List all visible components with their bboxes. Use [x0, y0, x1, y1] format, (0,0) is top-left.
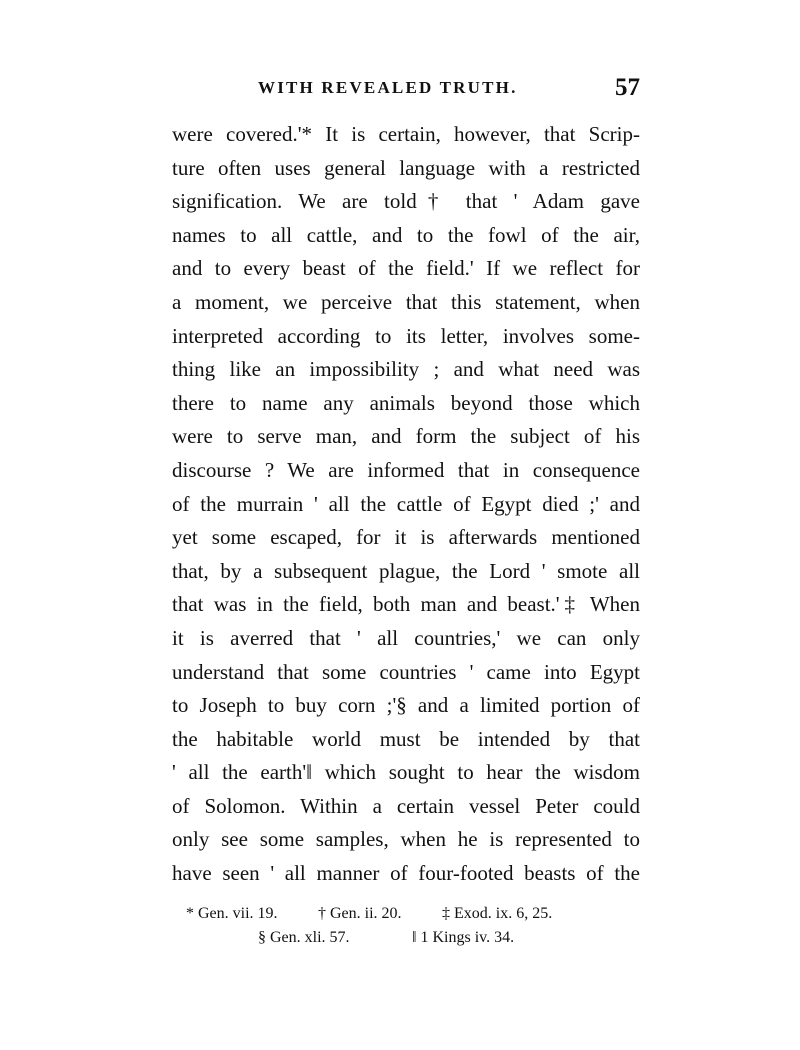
footnote: § Gen. xli. 57.	[258, 929, 350, 946]
text-line: understand that some countries ' came into Egypt	[172, 659, 640, 684]
text-line: it is averred that ' all countries,' we can only	[172, 625, 640, 650]
text-line: discourse ? We are informed that in consequence	[172, 457, 640, 482]
footnote-row	[186, 926, 626, 950]
text-line: names to all cattle, and to the fowl of the air,	[172, 222, 640, 247]
text-line: thing like an impossibility ; and what need was	[172, 357, 640, 382]
body-text	[172, 118, 640, 891]
footnotes	[186, 902, 626, 950]
running-title: WITH REVEALED TRUTH.	[258, 78, 518, 97]
page-number: 57	[615, 74, 640, 101]
text-line: a moment, we perceive that this statement, when	[172, 289, 640, 314]
footnote: ‡ Exod. ix. 6, 25.	[442, 905, 553, 922]
text-line: were to serve man, and form the subject of his	[172, 424, 640, 449]
text-line: to Joseph to buy corn ;'§ and a limited portion of	[172, 693, 640, 718]
text-line: ' all the earth'‖ which sought to hear the wisdom	[172, 760, 640, 785]
text-line: there to name any animals beyond those which	[172, 390, 640, 415]
text-line: were covered.'* It is certain, however, that Scrip-	[172, 122, 640, 146]
text-line: have seen ' all manner of four-footed beasts of the	[172, 861, 640, 886]
text-line: that was in the field, both man and beast.'‡ When	[172, 592, 640, 617]
text-line: yet some escaped, for it is afterwards mentioned	[172, 525, 640, 550]
footnote: * Gen. vii. 19.	[186, 905, 278, 922]
text-line: ture often uses general language with a restricted	[172, 155, 640, 180]
text-line: the habitable world must be intended by that	[172, 726, 640, 751]
text-line: of the murrain ' all the cattle of Egypt died ;' and	[172, 491, 640, 516]
footnote: † Gen. ii. 20.	[318, 905, 402, 922]
text-line: and to every beast of the field.' If we reflect for	[172, 256, 640, 281]
text-line: that, by a subsequent plague, the Lord ' smote all	[172, 558, 640, 583]
footnote-row	[186, 902, 626, 926]
text-line: only see some samples, when he is represented to	[172, 827, 640, 852]
text-line: interpreted according to its letter, involves some-	[172, 323, 640, 348]
running-head	[172, 74, 640, 108]
footnote: ‖ 1 Kings iv. 34.	[412, 929, 515, 946]
text-line: signification. We are told† that ' Adam gave	[172, 189, 640, 214]
text-line: of Solomon. Within a certain vessel Peter could	[172, 793, 640, 818]
